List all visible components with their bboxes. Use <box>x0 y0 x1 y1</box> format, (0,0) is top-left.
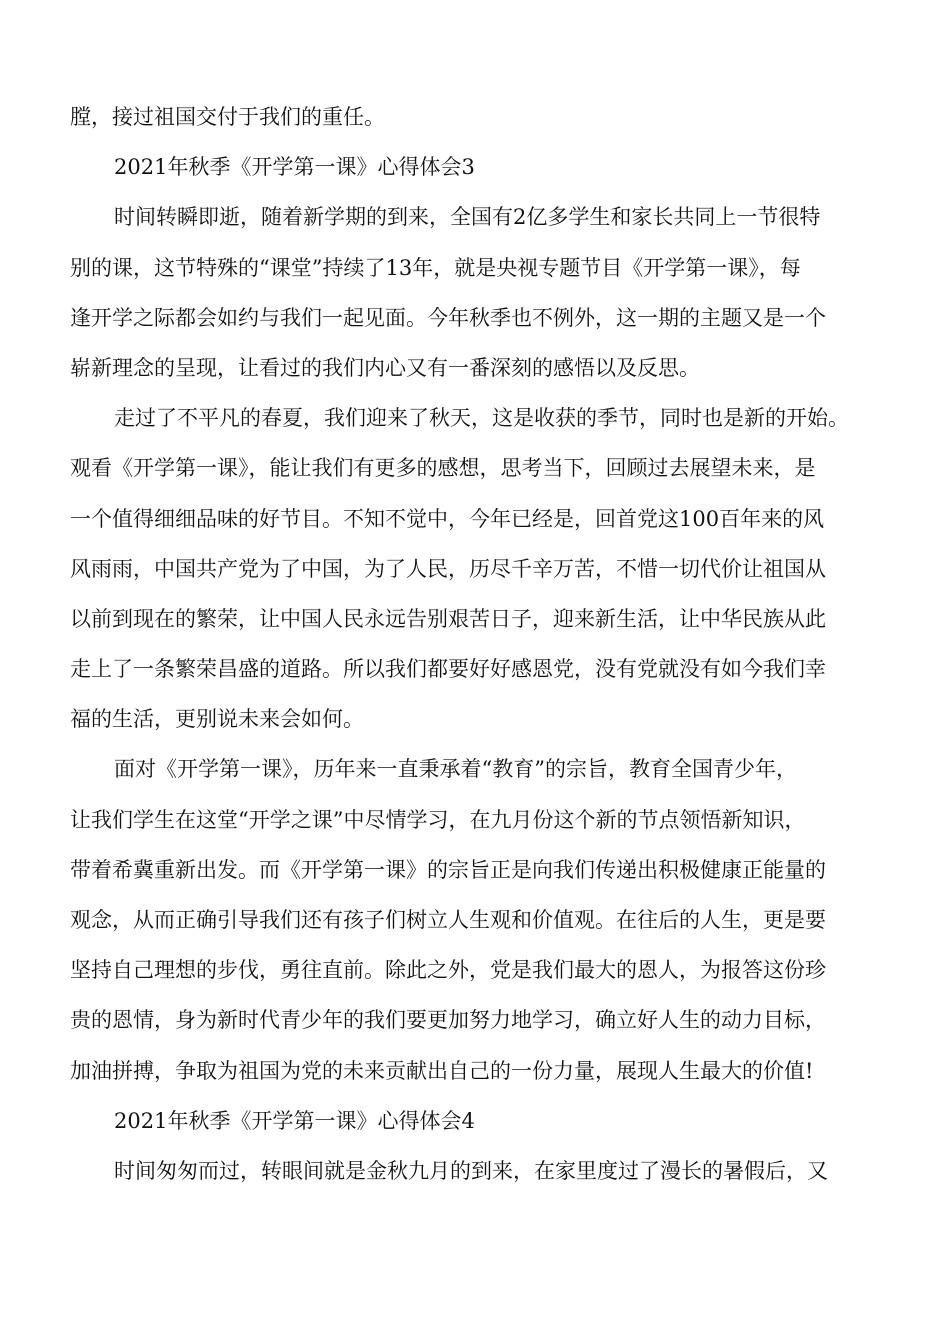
paragraph-line: 贵的恩情，身为新时代青少年的我们要更加努力地学习，确立好人生的动力目标， <box>70 1008 826 1033</box>
document-body <box>70 92 890 1196</box>
paragraph-line: 走过了不平凡的春夏，我们迎来了秋天，这是收获的季节，同时也是新的开始。 <box>114 406 849 431</box>
paragraph-line: 加油拼搏，争取为祖国为党的未来贡献出自己的一份力量，展现人生最大的价值! <box>70 1058 814 1083</box>
paragraph-line: 带着希冀重新出发。而《开学第一课》的宗旨正是向我们传递出积极健康正能量的 <box>70 857 826 882</box>
paragraph-line: 以前到现在的繁荣，让中国人民永远告别艰苦日子，迎来新生活，让中华民族从此 <box>70 606 826 631</box>
paragraph-line: 别的课，这节特殊的“课堂”持续了13年，就是央视专题节目《开学第一课》，每 <box>70 255 801 280</box>
paragraph-line: 一个值得细细品味的好节目。不知不觉中，今年已经是，回首党这100百年来的风 <box>70 506 825 531</box>
paragraph-line: 逢开学之际都会如约与我们一起见面。今年秋季也不例外，这一期的主题又是一个 <box>70 305 826 330</box>
paragraph-line: 时间匆匆而过，转眼间就是金秋九月的到来，在家里度过了漫长的暑假后，又 <box>114 1158 828 1183</box>
paragraph-line: 观念，从而正确引导我们还有孩子们树立人生观和价值观。在往后的人生，更是要 <box>70 908 826 932</box>
paragraph-line: 坚持自己理想的步伐，勇往直前。除此之外，党是我们最大的恩人，为报答这份珍 <box>70 958 826 983</box>
paragraph-line: 崭新理念的呈现，让看过的我们内心又有一番深刻的感悟以及反思。 <box>70 355 700 380</box>
paragraph-line: 福的生活，更别说未来会如何。 <box>70 707 364 732</box>
paragraph-line: 观看《开学第一课》，能让我们有更多的感想，思考当下，回顾过去展望未来，是 <box>70 456 816 481</box>
paragraph-line: 时间转瞬即逝，随着新学期的到来，全国有2亿多学生和家长共同上一节很特 <box>114 205 821 230</box>
paragraph-line: 面对《开学第一课》，历年来一直秉承着“教育”的宗旨，教育全国青少年， <box>114 757 797 782</box>
paragraph-line: 让我们学生在这堂“开学之课”中尽情学习，在九月份这个新的节点领悟新知识， <box>70 807 806 832</box>
section-heading: 2021年秋季《开学第一课》心得体会3 <box>114 155 475 180</box>
paragraph-line: 膛，接过祖国交付于我们的重任。 <box>70 105 385 129</box>
section-heading: 2021年秋季《开学第一课》心得体会4 <box>114 1108 475 1133</box>
paragraph-line: 风雨雨，中国共产党为了中国，为了人民，历尽千辛万苦，不惜一切代价让祖国从 <box>70 556 826 581</box>
paragraph-line: 走上了一条繁荣昌盛的道路。所以我们都要好好感恩党，没有党就没有如今我们幸 <box>70 657 826 682</box>
